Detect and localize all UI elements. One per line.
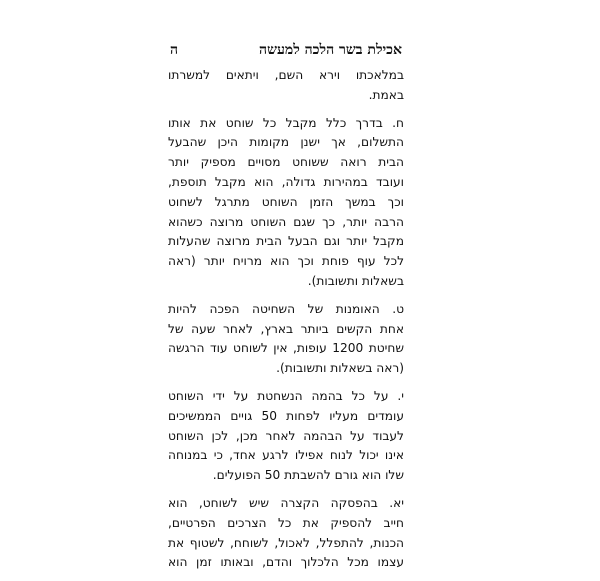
book-title: אכילת בשר הלכה למעשה [259,42,402,58]
text-line: באמת. [368,87,404,102]
text-line: לכל עוף פוחת וכך הוא מרויח יותר (ראה [168,254,404,269]
text-line: שחיטת 1200 עופות, אין לשוחט עוד הרגשה [168,341,404,356]
text-line: הכנות, להתפלל, לאכול, לשוחח, לשטוף את [168,535,404,550]
text-line: יא. בהפסקה הקצרה שיש לשוחט, הוא [168,495,404,510]
text-line: (ראה בשאלות ותשובות). [276,361,404,376]
body-text [168,66,404,581]
text-line: עומדים מעליו לפחות 50 גויים הממשיכים [168,408,405,423]
text-line: ועובד במהירות גדולה, הוא מקבל תוספת, [168,174,404,189]
paragraph-tet [168,300,404,379]
text-line: חייב להספיק את כל הצרכים הפרטיים, [168,515,404,530]
text-line: מקבל יותר וגם הבעל הבית מרוצה שהעלות [168,234,404,249]
text-line: הבית רואה ששוחט מסויים מספיק יותר [168,155,404,170]
text-line: אחת הקשים ביותר בארץ, לאחר שעה של [168,321,404,336]
text-line: וכך במשך הזמן השוחט מתרגל לשחוט [168,194,404,209]
text-line: במלאכתו וירא השם, ויתאים למשרתו [168,68,404,82]
text-line: אינו יכול לנוח אפילו לרגע אחד, כי במנוחה [168,448,404,463]
text-line: התשלום, אך ישנן מקומות היכן שהבעל [168,135,404,150]
text-line: ט. האומנות של השחיטה הפכה להיות [168,301,404,316]
running-header [170,42,402,62]
text-line: י. על כל בהמה הנשחטת על ידי השוחט [168,388,404,403]
paragraph-continuation [168,66,404,106]
text-line: הרבה יותר, כך שגם השוחט מרוצה כשהוא [168,214,404,229]
paragraph-chet [168,114,404,292]
page-number: ה [170,42,179,58]
text-line: עצמו מכל הלכלוך והדם, ובאותו זמן הוא [168,555,404,570]
text-line: בשאלות ותשובות). [307,273,404,288]
text-line: לעבוד על הבהמה לאחר מכן, לכן השוחט [168,428,404,443]
paragraph-yud-alef [168,494,404,573]
text-line: שלו הוא גורם להשבתת 50 הפועלים. [212,468,404,483]
text-line: ח. בדרך כלל מקבל כל שוחט את אותו [168,115,404,130]
paragraph-yud [168,387,404,486]
